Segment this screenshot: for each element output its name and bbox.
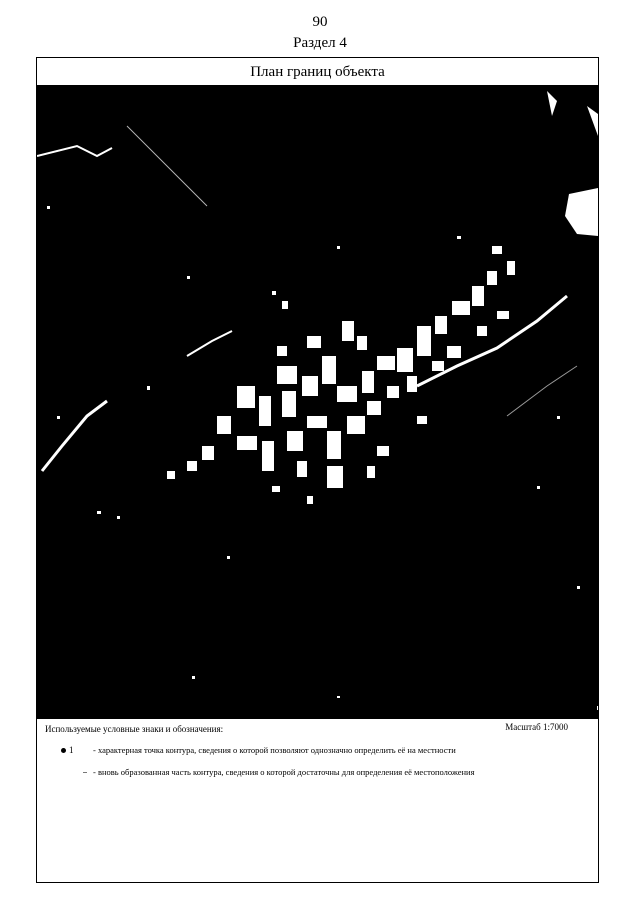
section-title: Раздел 4: [293, 35, 347, 51]
plan-frame: [36, 57, 599, 883]
legend-symbol: [61, 767, 91, 778]
dash-line-icon: [83, 772, 87, 773]
legend: [37, 719, 598, 882]
scale-label: Масштаб 1:7000: [505, 722, 568, 732]
legend-symbol-label: 1: [69, 745, 74, 755]
satellite-map: [37, 86, 598, 719]
legend-symbol: [61, 745, 91, 756]
filled-dot-icon: [61, 748, 66, 753]
legend-heading: Используемые условные знаки и обозначения:: [45, 724, 224, 734]
plan-title: План границ объекта: [37, 58, 598, 86]
legend-description: - вновь образованная часть контура, сведения о которой достаточны для определения её местоположения: [93, 767, 475, 777]
satellite-image: [37, 86, 598, 719]
legend-description: - характерная точка контура, сведения о которой позволяют однозначно определить её на местности: [93, 745, 456, 755]
page-number: 90: [312, 14, 328, 30]
